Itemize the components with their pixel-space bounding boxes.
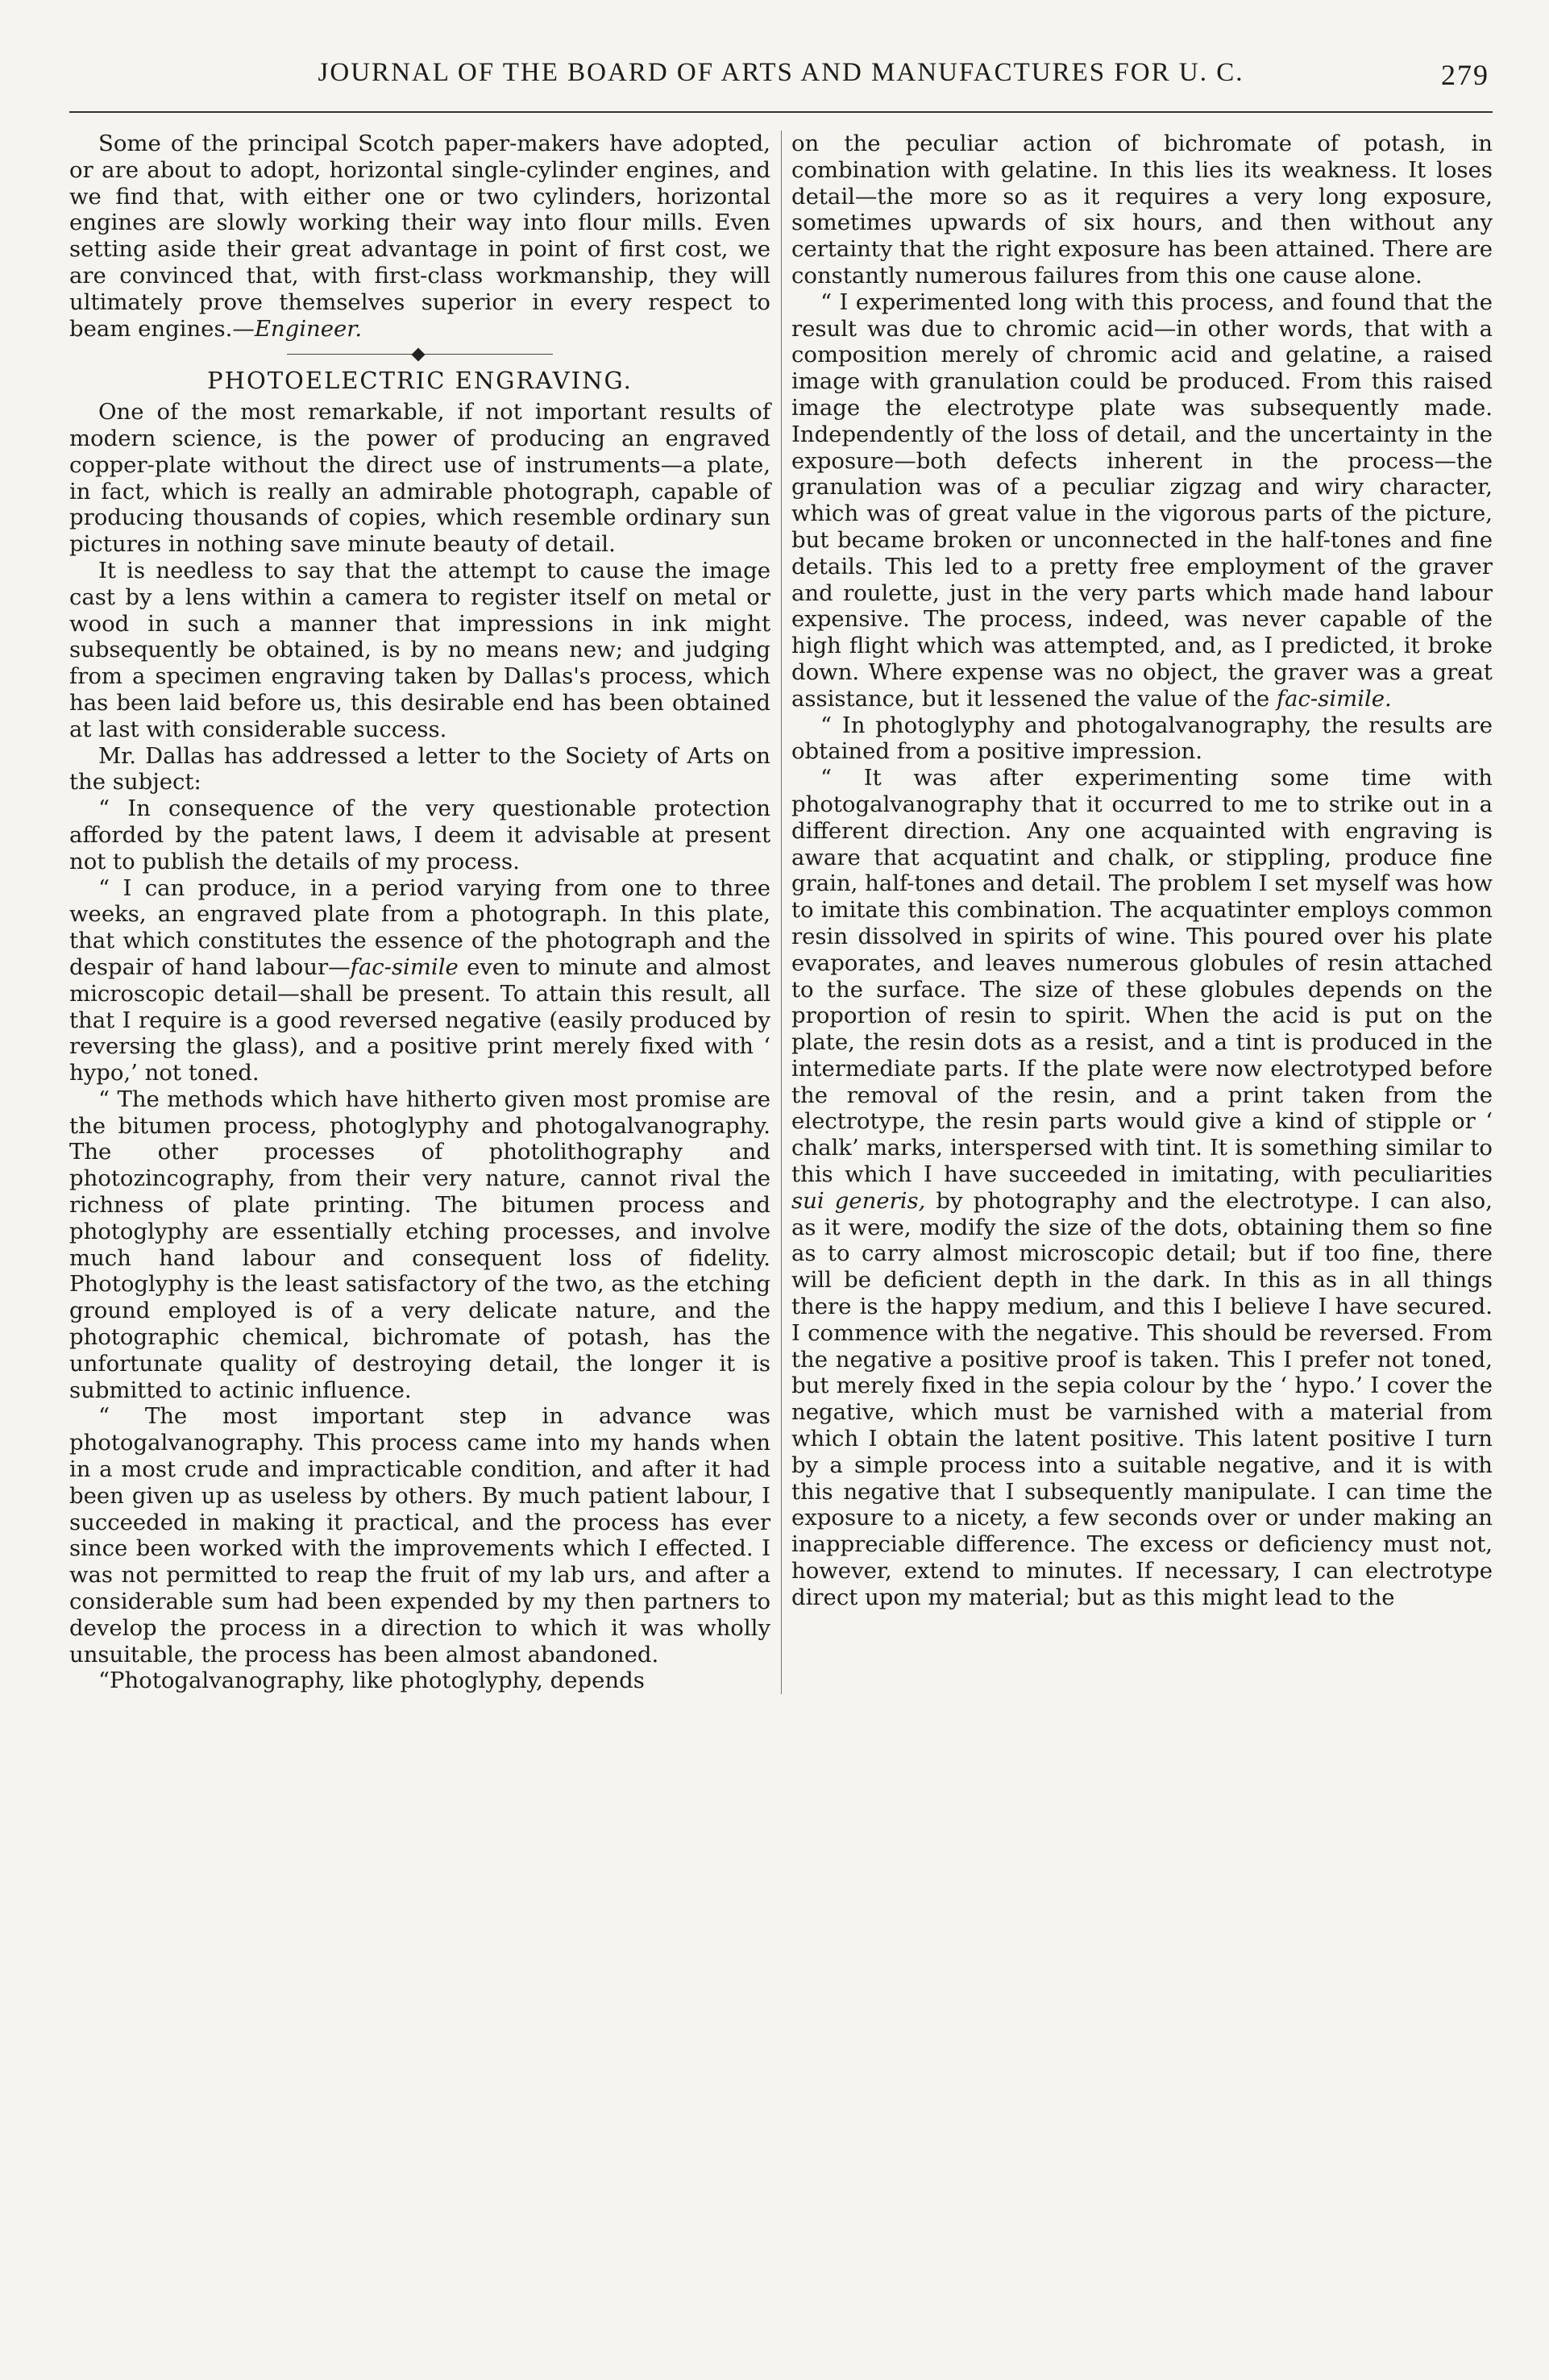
paragraph: “ In photoglyphy and photogalvanography, the results are obtained from a positive impression. <box>791 712 1493 765</box>
paragraph: “ The most important step in advance was photogalvanography. This process came into my hands when in a most crude and impracticable condition, and after it had been given up as useless by others. By much patient labour, I succeeded in making it practical, and the process has ever since been worked with the improvements which I effected. I was not permitted to reap the fruit of my lab urs, and after a considerable sum had been expended by my then partners to develop the process in a direction to which it was wholly unsuitable, the process has been almost abandoned. <box>69 1403 770 1668</box>
paragraph-text: Some of the principal Scotch paper-makers have adopted, or are about to adopt, horizontal single-cylinder engines, and we find that, with either one or two cylinders, horizontal engines are slowly working their way into flour mills. Even setting aside their great advantage in point of first cost, we are convinced that, with first-class workmanship, they will ultimately prove themselves superior in every respect to beam engines.— <box>69 131 770 342</box>
paragraph <box>69 131 770 342</box>
column-divider <box>781 131 782 1694</box>
paragraph-text: “ It was after experimenting some time with photogalvanography that it occurred to me to strike out in a different direction. Any one acquainted with engraving is aware that acquatint and chalk, or stippling, produce fine grain, half-tones and detail. The problem I set myself was how to imitate this combination. The acquatinter employs common resin dissolved in spirits of wine. This poured over his plate evaporates, and leaves numerous globules of resin attached to the surface. The size of these globules depends on the proportion of resin to spirit. When the acid is put on the plate, the resin dots as a resist, and a tint is produced in the intermediate parts. If the plate were now electrotyped before the removal of the resin, and a print taken from the electrotype, the resin parts would give a kind of stipple or ‘ chalk’ marks, interspersed with tint. It is something similar to this which I have succeeded in imitating, with peculiarities <box>791 765 1493 1188</box>
article-columns <box>69 131 1493 1694</box>
paragraph <box>791 289 1493 712</box>
running-head <box>69 58 1493 105</box>
left-column <box>69 131 770 1694</box>
section-ornament <box>287 350 553 359</box>
paragraph: Mr. Dallas has addressed a letter to the Society of Arts on the subject: <box>69 742 770 795</box>
paragraph-text: “ I experimented long with this process, and found that the result was due to chromic acid—in other words, that with a composition merely of chromic acid and gelatine, a raised image with granulation could be produced. From this raised image the electrotype plate was subsequently made. Independently of the loss of detail, and the uncertainty in the exposure—both defects inherent in the process—the granulation was of a peculiar zigzag and wiry character, which was of great value in the vigorous parts of the picture, but became broken or unconnected in the half-tones and fine details. This led to a pretty free employment of the graver and roulette, just in the very parts which made hand labour expensive. The process, indeed, was never capable of the high flight which was attempted, and, as I predicted, it broke down. Where expense was no object, the graver was a great assistance, but it lessened the value of the <box>791 289 1493 712</box>
page-number: 279 <box>1441 59 1489 91</box>
paragraph-text: even to minute and almost microscopic detail—shall be present. To attain this result, all that I require is a good reversed negative (easily produced by reversing the glass), and a positive print merely fixed with ‘ hypo,’ not toned. <box>69 953 770 1086</box>
paragraph: It is needless to say that the attempt to cause the image cast by a lens within a camera to register itself on metal or wood in such a manner that impressions in ink might subsequently be obtained, is by no means new; and judging from a specimen engraving taken by Dallas's process, which has been laid before us, this desirable end has been obtained at last with considerable success. <box>69 557 770 742</box>
right-column <box>791 131 1493 1694</box>
italic-term: fac-simile. <box>1276 685 1392 712</box>
journal-title: JOURNAL OF THE BOARD OF ARTS AND MANUFACTURES FOR U. C. <box>318 58 1244 87</box>
paragraph-text: “ I can produce, in a period varying from one to three weeks, an engraved plate from a photograph. In this plate, that which constitutes the essence of the photograph and the despair of hand labour— <box>69 874 770 980</box>
italic-term: sui generis, <box>791 1187 926 1214</box>
header-rule <box>69 111 1493 113</box>
paragraph: One of the most remarkable, if not important results of modern science, is the power of producing an engraved copper-plate without the direct use of instruments—a plate, in fact, which is really an admirable photograph, capable of producing thousands of copies, which resemble ordinary sun pictures in nothing save minute beauty of detail. <box>69 399 770 558</box>
paragraph <box>791 765 1493 1611</box>
paragraph: “ In consequence of the very questionable protection afforded by the patent laws, I deem it advisable at present not to publish the details of my process. <box>69 795 770 874</box>
italic-term: fac-simile <box>350 953 459 980</box>
paragraph: “Photogalvanography, like photoglyphy, depends <box>98 1668 645 1694</box>
section-title: PHOTOELECTRIC ENGRAVING. <box>207 367 633 395</box>
paragraph <box>69 875 770 1086</box>
paragraph-text: by photography and the electrotype. I can also, as it were, modify the size of the dots, obtaining them so fine as to carry almost microscopic detail; but if too fine, there will be deficient depth in the dark. In this as in all things there is the happy medium, and this I believe I have secured. I commence with the negative. This should be reversed. From the negative a positive proof is taken. This I prefer not toned, but merely fixed in the sepia colour by the ‘ hypo.’ I cover the negative, which must be varnished with a material from which I obtain the latent positive. This latent positive I turn by a simple process into a suitable negative, and it is with this negative that I subsequently manipulate. I can time the exposure to a nicety, a few seconds over or under making an inappreciable difference. The excess or deficiency must not, however, extend to minutes. If necessary, I can electrotype direct upon my material; but as this might lead to the <box>791 1187 1493 1610</box>
paragraph: “ The methods which have hitherto given most promise are the bitumen process, photoglyphy and photogalvanography. The other processes of photolithography and photozincography, from their very nature, cannot rival the richness of plate printing. The bitumen process and photoglyphy are essentially etching processes, and involve much hand labour and consequent loss of fidelity. Photoglyphy is the least satisfactory of the two, as the etching ground employed is of a very delicate nature, and the photographic chemical, bichromate of potash, has the unfortunate quality of destroying detail, the longer it is submitted to actinic influence. <box>69 1086 770 1403</box>
paragraph: on the peculiar action of bichromate of potash, in combination with gelatine. In this lies its weakness. It loses detail—the more so as it requires a very long exposure, sometimes upwards of six hours, and then without any certainty that the right exposure has been attained. There are constantly numerous failures from this one cause alone. <box>791 131 1493 289</box>
source-credit: Engineer. <box>254 315 363 342</box>
